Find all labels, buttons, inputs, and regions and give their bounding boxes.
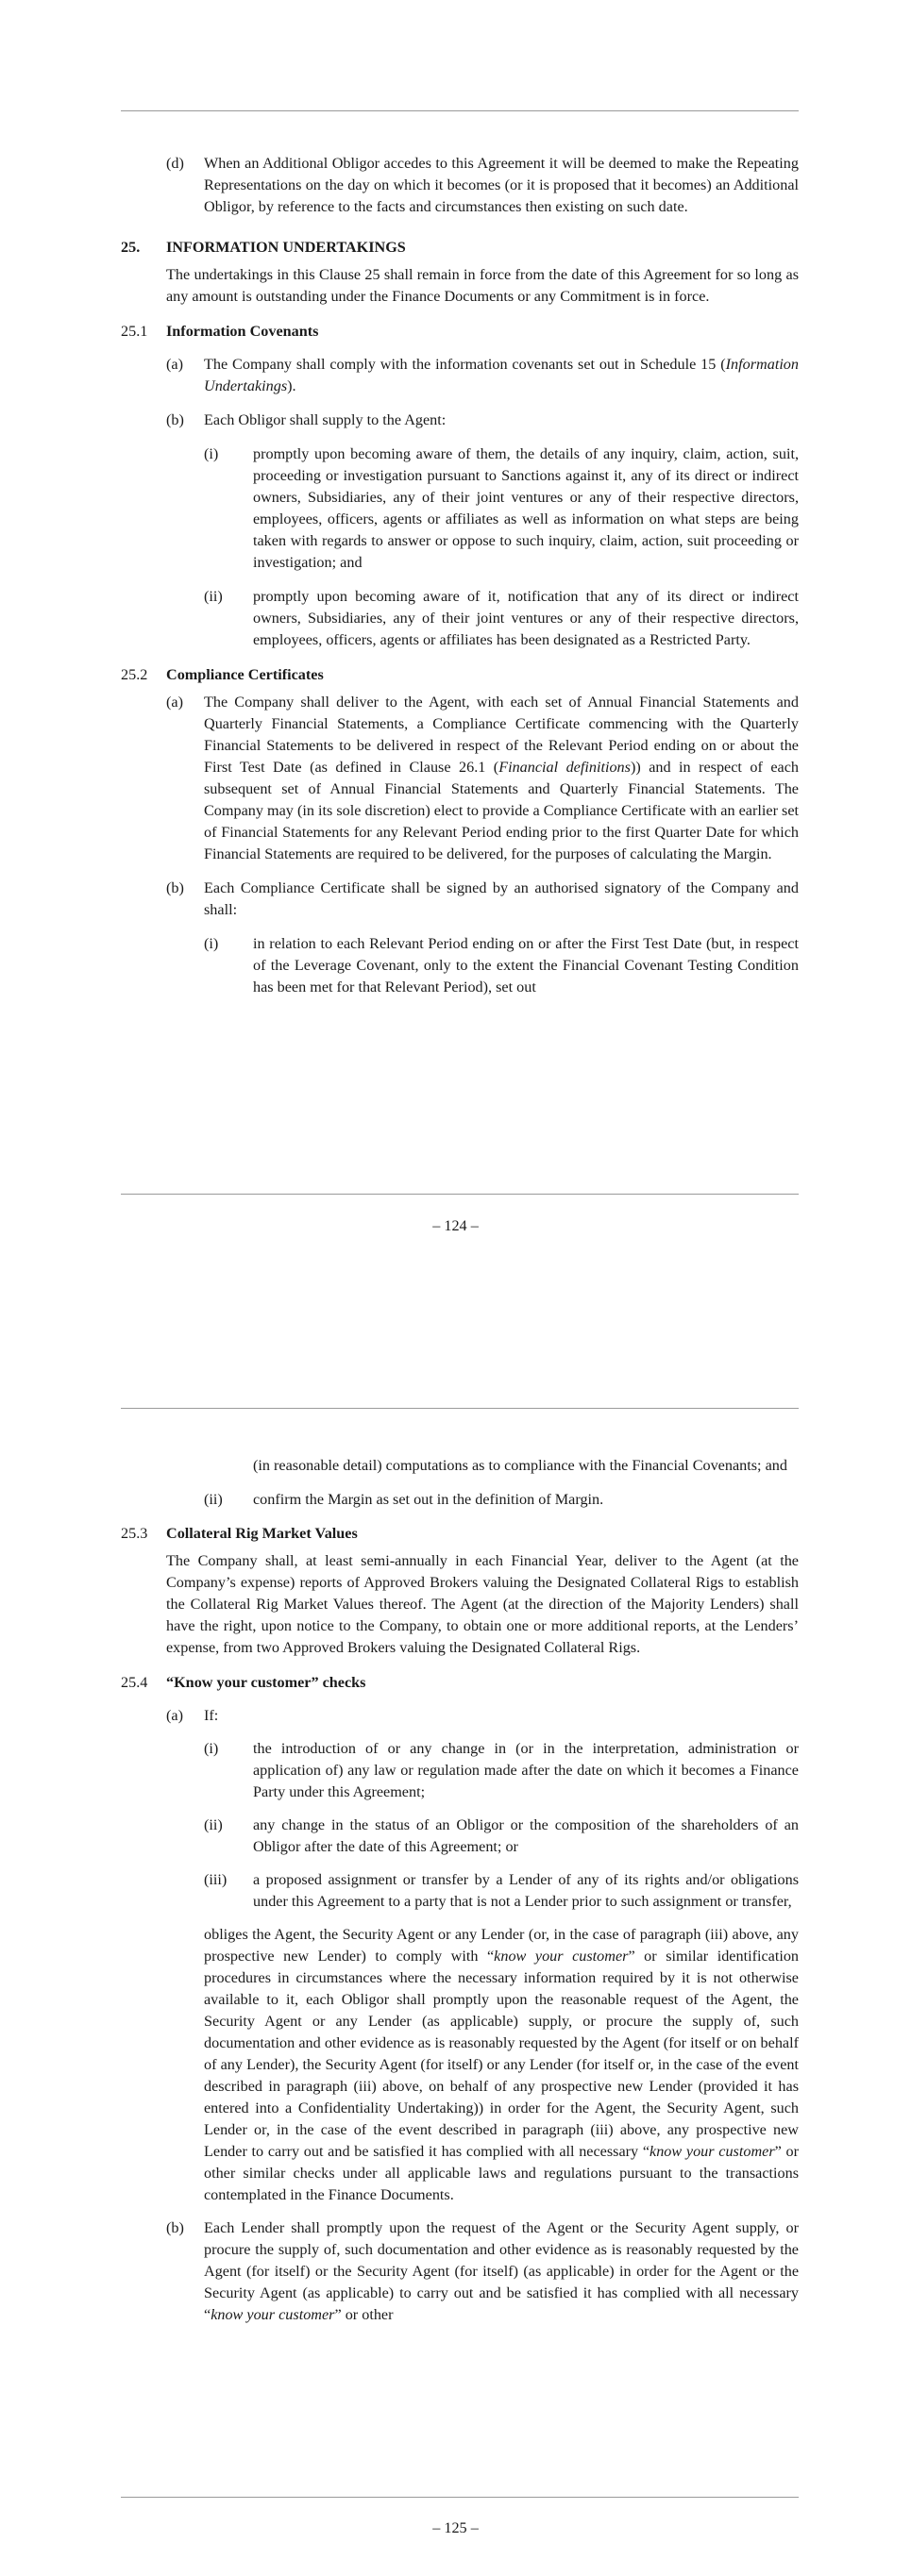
footer-rule <box>121 1194 799 1195</box>
subclause-heading <box>121 664 799 686</box>
paragraph <box>121 878 799 921</box>
paragraph-label: (a) <box>166 356 183 373</box>
paragraph <box>121 1705 799 1727</box>
paragraph-label: (ii) <box>204 1816 223 1833</box>
paragraph-label: (i) <box>204 935 219 952</box>
sub-paragraph <box>121 1815 799 1858</box>
paragraph-label: (a) <box>166 1707 183 1724</box>
italic-term: know your customer <box>211 2306 335 2323</box>
text-run: The Company shall comply with the information covenants set out in Schedule 15 ( <box>204 356 726 373</box>
italic-term: Financial definitions <box>498 759 631 776</box>
paragraph-text: When an Additional Obligor accedes to this Agreement it will be deemed to make the Repeating Representations on the day on which it becomes (or it is proposed that it becomes) an Additional Obligor, by reference to the facts and circumstances then existing on such date. <box>204 155 799 215</box>
paragraph-text <box>204 692 799 865</box>
page-number: – 124 – <box>432 1217 479 1234</box>
paragraph-text: confirm the Margin as set out in the definition of Margin. <box>253 1491 604 1508</box>
italic-term: know your customer <box>650 2143 775 2160</box>
paragraph <box>121 410 799 431</box>
paragraph-text: promptly upon becoming aware of it, notification that any of its direct or indirect owners, Subsidiaries, any of their joint ventures or any of their respective directors, employees, officers, agents or affiliates has been designated as a Restricted Party. <box>253 588 799 648</box>
paragraph-label: (i) <box>204 445 219 462</box>
text-run: ). <box>287 377 296 394</box>
paragraph <box>121 692 799 865</box>
paragraph <box>121 1924 799 2206</box>
header-rule <box>121 1408 799 1409</box>
paragraph <box>121 153 799 218</box>
subclause-title: Compliance Certificates <box>166 666 324 683</box>
subclause-number: 25.2 <box>121 666 148 683</box>
paragraph-text: Each Obligor shall supply to the Agent: <box>204 411 447 428</box>
text-run: ” or similar identification procedures in circumstances where the necessary information required by it is not otherwise available to it, each Obligor shall promptly upon the reasonable request of the Agent, the Security Agent or any Lender (as applicable) supply, or procure the supply of, such documentation and other evidence as is reasonably requested by the Agent (for itself or on behalf of any Lender), the Security Agent (for itself) or any Lender (for itself or, in the case of the event described in paragraph (iii) above, on behalf of any prospective new Lender (provided it has entered into a Confidentiality Undertaking)) in order for the Agent, the Security Agent, such Lender or, in the case of the event described in paragraph (iii) above, any prospective new Lender to carry out and be satisfied it has complied with all necessary “ <box>204 1948 800 2160</box>
subclause-number: 25.1 <box>121 323 148 340</box>
sub-paragraph <box>121 1738 799 1803</box>
paragraph-label: (b) <box>166 411 184 428</box>
subclause-title: “Know your customer” checks <box>166 1674 366 1691</box>
paragraph <box>121 354 799 397</box>
text-run: ” or other similar checks under all applicable laws and regulations pursuant to the transactions contemplated in the Finance Documents. <box>204 2143 800 2203</box>
paragraph-text: a proposed assignment or transfer by a Lender of any of its rights and/or obligations under this Agreement to a party that is not a Lender prior to such assignment or transfer, <box>253 1871 799 1910</box>
text-run: obliges the Agent, the Security Agent or any Lender (or, in the case of paragraph (iii) above, any prospective new Lender) to comply with “ <box>204 1926 799 1965</box>
sub-paragraph <box>121 443 799 574</box>
subclause-heading <box>121 1672 799 1694</box>
paragraph-label: (i) <box>204 1740 219 1757</box>
paragraph-text: the introduction of or any change in (or in the interpretation, administration or application of) any law or regulation made after the date on which it becomes a Finance Party under this Agreement; <box>253 1740 799 1800</box>
paragraph-label: (b) <box>166 2219 184 2236</box>
paragraph-label: (d) <box>166 155 184 172</box>
page-number: – 125 – <box>432 2519 479 2536</box>
italic-term: Information Undertakings <box>204 356 799 394</box>
paragraph-label: (iii) <box>204 1871 228 1888</box>
sub-paragraph <box>121 933 799 998</box>
subclause-title: Collateral Rig Market Values <box>166 1525 358 1542</box>
sub-paragraph <box>121 1455 799 1477</box>
body-paragraph: The undertakings in this Clause 25 shall remain in force from the date of this Agreement for so long as any amount is outstanding under the Finance Documents or any Commitment is in force. <box>166 266 799 305</box>
text-run: )) and in respect of each subsequent set of Annual Financial Statements and Quarterly Financial Statements. The Company may (in its sole discretion) elect to provide a Compliance Certificate with an earlier set of Financial Statements for any Relevant Period ending prior to the first Quarter Date for which Financial Statements are required to be delivered, for the purposes of calculating the Margin. <box>204 759 799 862</box>
text-run: The Company shall deliver to the Agent, with each set of Annual Financial Statements and Quarterly Financial Statements, a Compliance Certificate commencing with the Quarterly Financial Statements to be delivered in respect of the Relevant Period ending on or about the First Test Date (as defined in Clause 26.1 ( <box>204 694 799 776</box>
italic-term: know your customer <box>494 1948 629 1965</box>
clause-title: INFORMATION UNDERTAKINGS <box>166 239 406 256</box>
subclause-number: 25.4 <box>121 1674 148 1691</box>
paragraph-text: (in reasonable detail) computations as to compliance with the Financial Covenants; and <box>253 1457 787 1474</box>
paragraph-text: Each Compliance Certificate shall be signed by an authorised signatory of the Company and shall: <box>204 879 799 918</box>
paragraph <box>121 2217 799 2326</box>
paragraph-label: (ii) <box>204 1491 223 1508</box>
paragraph-label: (b) <box>166 879 184 896</box>
clause-heading <box>121 237 799 259</box>
sub-paragraph <box>121 1489 799 1511</box>
paragraph-text <box>204 354 799 397</box>
paragraph-label: (a) <box>166 694 183 711</box>
subclause-title: Information Covenants <box>166 323 319 340</box>
paragraph-text: If: <box>204 1707 219 1724</box>
paragraph-text: promptly upon becoming aware of them, the details of any inquiry, claim, action, suit, proceeding or investigation pursuant to Sanctions against it, any of its direct or indirect owners, Subsidiaries, any of their joint ventures or any of their respective directors, employees, officers, agents or affiliates as well as information on what steps are being taken with regards to answer or oppose to such inquiry, claim, action, suit proceeding or investigation; and <box>253 445 799 571</box>
page-content <box>121 153 799 998</box>
document-page-125 <box>0 1293 911 2576</box>
body-paragraph: The Company shall, at least semi-annually in each Financial Year, deliver to the Agent (at the Company’s expense) reports of Approved Brokers valuing the Designated Collateral Rigs to establish the Collateral Rig Market Values thereof. The Agent (at the direction of the Majority Lenders) shall have the right, upon notice to the Company, to obtain one or more additional reports, at the Lenders’ expense, from two Approved Brokers valuing the Designated Collateral Rigs. <box>166 1552 799 1656</box>
header-rule <box>121 110 799 111</box>
paragraph-text: in relation to each Relevant Period ending on or after the First Test Date (but, in respect of the Leverage Covenant, only to the extent the Financial Covenant Testing Condition has been met for that Relevant Period), set out <box>253 935 799 995</box>
footer-rule <box>121 2497 799 2498</box>
page-content <box>121 1455 799 2326</box>
paragraph-text <box>204 1924 799 2206</box>
paragraph-text <box>204 2217 799 2326</box>
text-run: ” or other <box>334 2306 394 2323</box>
subclause-number: 25.3 <box>121 1525 148 1542</box>
clause-number: 25. <box>121 239 141 256</box>
paragraph-text: any change in the status of an Obligor or the composition of the shareholders of an Obligor after the date of this Agreement; or <box>253 1816 799 1855</box>
sub-paragraph <box>121 1869 799 1913</box>
subclause-heading <box>121 321 799 343</box>
text-run: Each Lender shall promptly upon the request of the Agent or the Security Agent supply, or procure the supply of, such documentation and other evidence as is reasonably requested by the Agent (for itself) or the Security Agent (for itself) (as applicable) in order for the Agent or the Security Agent (as applicable) to carry out and be satisfied it has complied with all necessary “ <box>204 2219 799 2323</box>
subclause-heading <box>121 1523 799 1545</box>
sub-paragraph <box>121 586 799 651</box>
paragraph-label: (ii) <box>204 588 223 605</box>
